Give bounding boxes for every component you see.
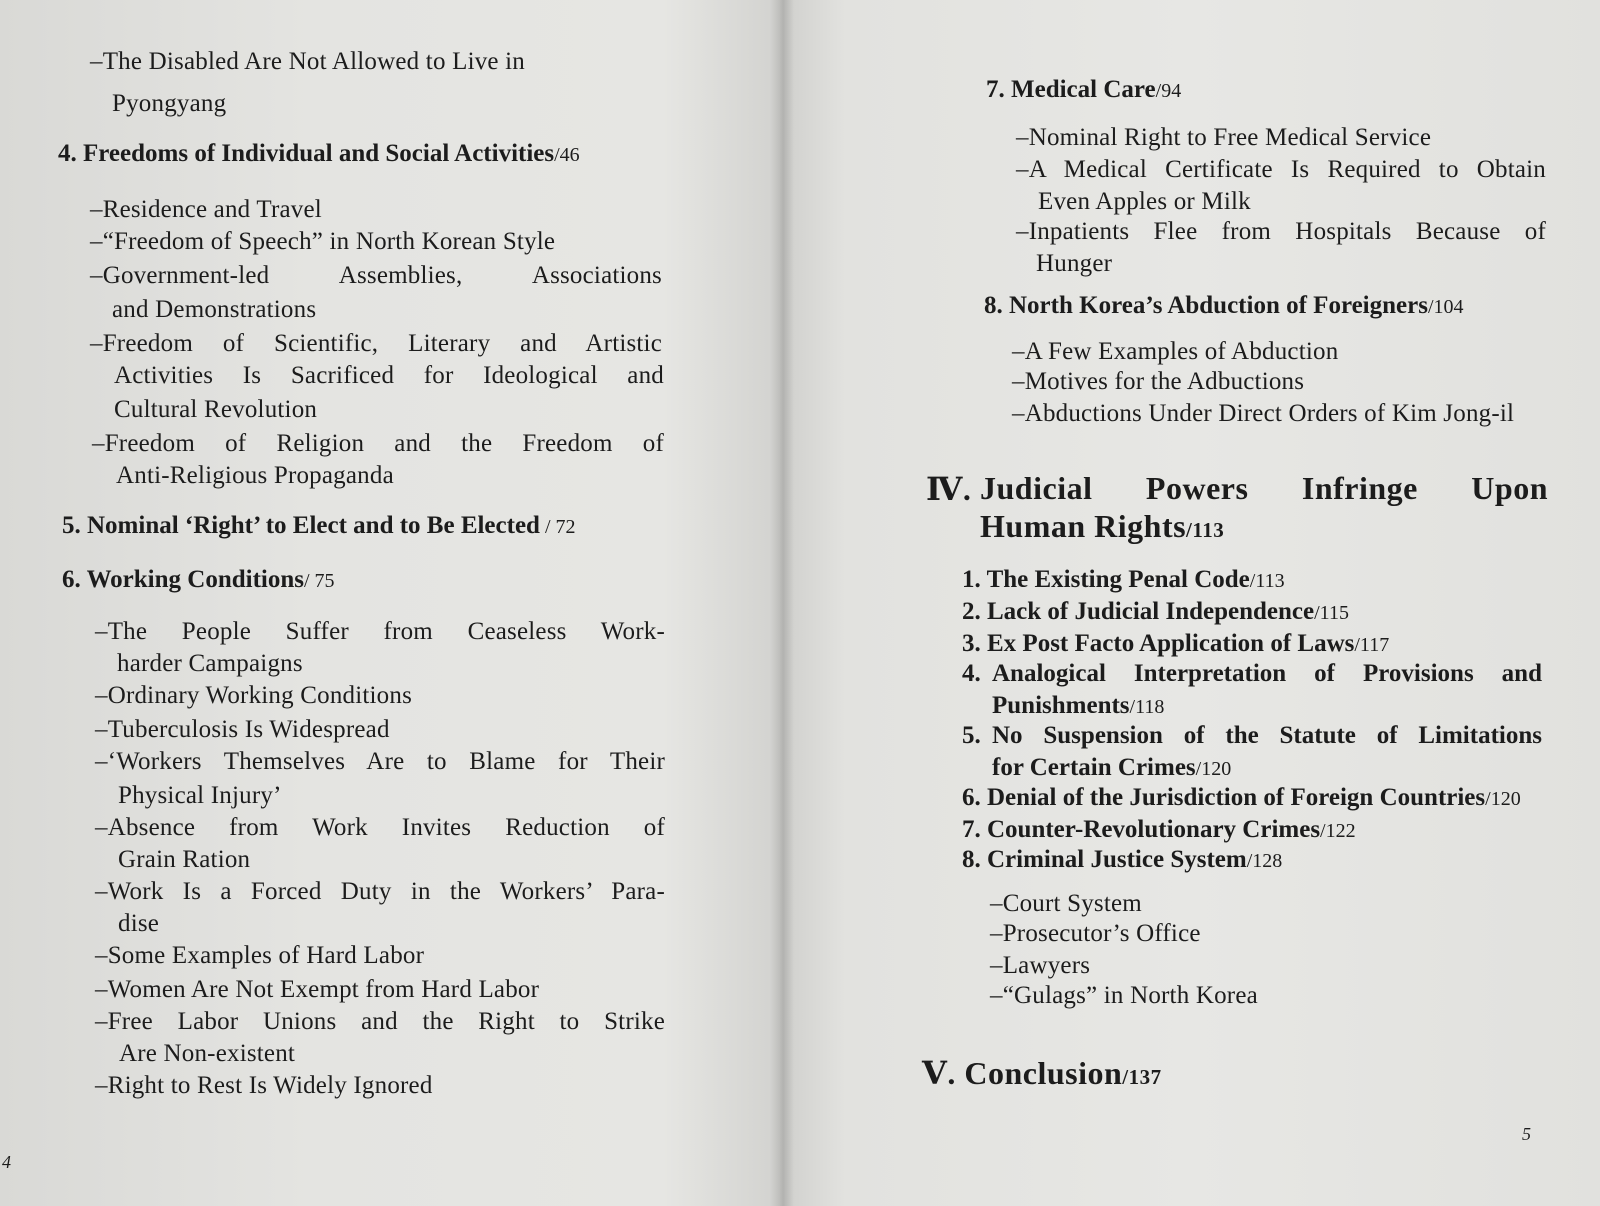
toc-sub-continuation: Cultural Revolution <box>114 396 318 423</box>
toc-sub-continuation: harder Campaigns <box>117 650 303 677</box>
toc-page: /128 <box>1246 850 1283 872</box>
toc-sub-item: –Prosecutor’s Office <box>990 920 1201 947</box>
toc-number: 5. <box>962 722 981 749</box>
toc-page: /117 <box>1354 634 1390 656</box>
toc-number: 8. <box>962 846 981 873</box>
toc-sub-continuation: and Demonstrations <box>112 296 317 323</box>
toc-sub-continuation: dise <box>118 910 160 937</box>
book-gutter <box>770 0 794 1206</box>
toc-page: /118 <box>1129 696 1165 718</box>
toc-page: /113 <box>1186 518 1225 542</box>
toc-number: 8. <box>984 292 1003 319</box>
toc-number: 2. <box>962 598 981 625</box>
toc-sub-item: –Freedom of Scientific, Literary and Artistic <box>90 330 662 357</box>
toc-sub-item: –Lawyers <box>990 952 1091 979</box>
toc-chapter-title: Judicial Powers Infringe Upon <box>980 470 1548 506</box>
toc-title: Working Conditions <box>86 566 304 593</box>
toc-sub-item: –Residence and Travel <box>90 196 322 223</box>
toc-heading <box>984 292 1464 320</box>
toc-sub-continuation: Are Non-existent <box>119 1040 296 1067</box>
toc-page: /113 <box>1249 570 1285 592</box>
toc-title: Medical Care <box>1011 76 1156 103</box>
page-number-right: 5 <box>1522 1124 1531 1144</box>
toc-sub-item: –“Gulags” in North Korea <box>990 982 1258 1009</box>
toc-heading <box>962 630 1389 658</box>
toc-title: Criminal Justice System <box>987 846 1247 873</box>
toc-page: / 75 <box>304 570 335 592</box>
toc-title: Punishments <box>992 692 1130 719</box>
toc-title-continuation <box>992 692 1164 720</box>
toc-sub-item: –Court System <box>990 890 1142 917</box>
toc-page: /115 <box>1314 602 1349 624</box>
toc-title-continuation <box>992 754 1231 782</box>
toc-sub-continuation: Grain Ration <box>118 846 251 873</box>
toc-number: 4. <box>962 660 981 687</box>
toc-heading <box>962 598 1349 626</box>
toc-chapter-number: Ⅳ. <box>926 471 972 507</box>
toc-heading <box>62 566 335 594</box>
toc-page: /94 <box>1155 80 1182 102</box>
toc-sub-item: –A Few Examples of Abduction <box>1012 338 1339 365</box>
toc-chapter-title-continuation <box>980 508 1224 545</box>
toc-chapter-number: Ⅴ. <box>922 1055 956 1091</box>
toc-number: 3. <box>962 630 981 657</box>
toc-title: Lack of Judicial Independence <box>987 598 1315 625</box>
toc-sub-continuation: Even Apples or Milk <box>1038 188 1251 215</box>
toc-number: 7. <box>962 816 981 843</box>
toc-number: 7. <box>986 76 1005 103</box>
toc-title: Analogical Interpretation of Provisions and <box>992 660 1542 687</box>
toc-sub-continuation: Hunger <box>1036 250 1113 277</box>
toc-title: Denial of the Jurisdiction of Foreign Countries <box>987 784 1486 811</box>
toc-number: 1. <box>962 566 981 593</box>
toc-sub-item: –Nominal Right to Free Medical Service <box>1016 124 1432 151</box>
toc-title: Human Rights <box>980 508 1187 544</box>
toc-sub-item: –Ordinary Working Conditions <box>95 682 413 709</box>
toc-title: Counter-Revolutionary Crimes <box>987 816 1321 843</box>
toc-number: 5. <box>62 512 81 539</box>
toc-sub-continuation: Physical Injury’ <box>118 782 282 809</box>
toc-sub-item: –Tuberculosis Is Widespread <box>95 716 390 743</box>
toc-title: North Korea’s Abduction of Foreigners <box>1009 292 1428 319</box>
toc-title: Nominal ‘Right’ to Elect and to Be Elected <box>87 512 540 539</box>
toc-chapter-heading <box>922 1054 1162 1092</box>
toc-number: 4. <box>58 140 77 167</box>
toc-heading <box>962 784 1521 812</box>
toc-sub-continuation: Pyongyang <box>112 90 227 117</box>
toc-sub-item: –Freedom of Religion and the Freedom of <box>92 430 664 457</box>
toc-page: /46 <box>554 144 580 166</box>
toc-heading <box>58 140 580 168</box>
toc-sub-item: –Abductions Under Direct Orders of Kim Jong-il <box>1012 400 1515 427</box>
toc-page: /137 <box>1122 1065 1162 1089</box>
toc-sub-item: –Some Examples of Hard Labor <box>95 942 425 969</box>
toc-title: No Suspension of the Statute of Limitations <box>992 722 1542 749</box>
toc-heading <box>62 512 576 540</box>
toc-sub-continuation: Anti-Religious Propaganda <box>116 462 394 489</box>
toc-sub-item: –Motives for the Adbuctions <box>1012 368 1305 395</box>
toc-heading <box>962 816 1356 844</box>
toc-heading <box>962 846 1282 874</box>
toc-sub-item: –Work Is a Forced Duty in the Workers’ Para- <box>95 878 665 905</box>
toc-number: 6. <box>62 566 81 593</box>
toc-title: Freedoms of Individual and Social Activities <box>83 140 555 167</box>
toc-page: /120 <box>1195 758 1232 780</box>
toc-sub-item: –Right to Rest Is Widely Ignored <box>95 1072 433 1099</box>
toc-sub-item: –Inpatients Flee from Hospitals Because of <box>1016 218 1546 245</box>
toc-sub-continuation: Activities Is Sacrificed for Ideological and <box>114 362 664 389</box>
toc-sub-item: –Women Are Not Exempt from Hard Labor <box>95 976 540 1003</box>
page-number-left: 4 <box>2 1152 11 1172</box>
toc-number: 6. <box>962 784 981 811</box>
toc-sub-item: –Government-led Assemblies, Associations <box>90 262 662 289</box>
toc-title: Ex Post Facto Application of Laws <box>987 630 1355 657</box>
toc-sub-item: –The People Suffer from Ceaseless Work- <box>95 618 665 645</box>
toc-chapter-title: Conclusion <box>964 1055 1123 1091</box>
toc-sub-text: –The Disabled Are Not Allowed to Live in <box>90 48 526 75</box>
toc-title: The Existing Penal Code <box>986 566 1250 593</box>
toc-sub-item: –‘Workers Themselves Are to Blame for Their <box>95 748 665 775</box>
toc-page: /122 <box>1320 820 1356 842</box>
toc-page: /120 <box>1485 788 1521 810</box>
toc-heading <box>986 76 1181 104</box>
toc-heading <box>962 566 1285 594</box>
toc-page: /104 <box>1427 296 1464 318</box>
toc-sub-item: –Absence from Work Invites Reduction of <box>95 814 665 841</box>
toc-page: / 72 <box>539 516 576 538</box>
toc-sub-item: –A Medical Certificate Is Required to Obtain <box>1016 156 1546 183</box>
toc-sub-item: –Free Labor Unions and the Right to Strike <box>95 1008 665 1035</box>
toc-sub-item: –“Freedom of Speech” in North Korean Style <box>90 228 556 255</box>
toc-sub-item <box>90 48 662 76</box>
toc-title: for Certain Crimes <box>992 754 1196 781</box>
